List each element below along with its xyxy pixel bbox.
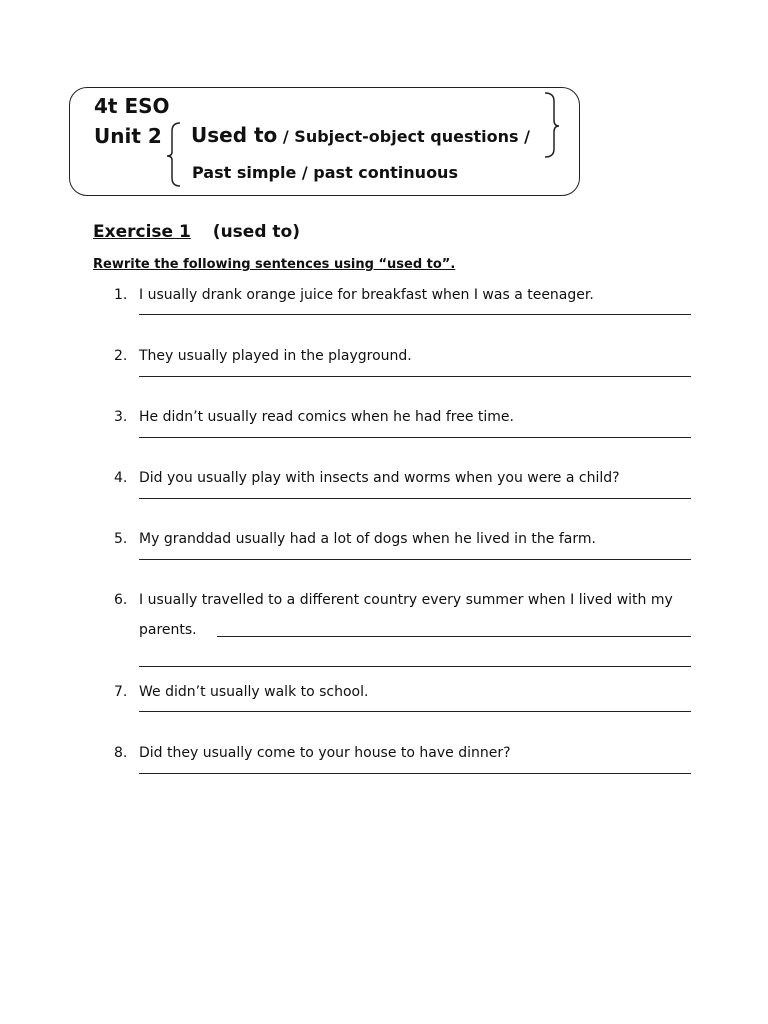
- item-number: 6.: [114, 592, 128, 608]
- item-number: 3.: [114, 409, 128, 425]
- topics-line-2: Past simple / past continuous: [192, 163, 458, 182]
- item-number: 2.: [114, 348, 128, 364]
- item-number: 7.: [114, 684, 128, 700]
- item-sentence-continuation: parents.: [139, 622, 197, 638]
- answer-line[interactable]: [139, 376, 691, 377]
- exercise-subtitle: (used to): [212, 222, 300, 242]
- answer-line[interactable]: [139, 559, 691, 560]
- answer-line[interactable]: [139, 773, 691, 774]
- right-brace: [545, 93, 559, 157]
- item-number: 8.: [114, 745, 128, 761]
- unit-label: Unit 2: [94, 124, 162, 148]
- answer-line[interactable]: [139, 711, 691, 712]
- topic-used-to: Used to: [191, 123, 278, 147]
- item-number: 5.: [114, 531, 128, 547]
- answer-line[interactable]: [217, 636, 691, 637]
- item-sentence: They usually played in the playground.: [139, 348, 412, 364]
- exercise-heading: [93, 222, 300, 242]
- exercise-title: Exercise 1: [93, 222, 191, 242]
- answer-line[interactable]: [139, 314, 691, 315]
- topics-line-1: [191, 123, 530, 147]
- item-number: 1.: [114, 287, 128, 303]
- item-sentence: I usually travelled to a different country every summer when I lived with my: [139, 592, 673, 608]
- item-sentence: Did they usually come to your house to have dinner?: [139, 745, 511, 761]
- item-sentence: He didn’t usually read comics when he had free time.: [139, 409, 514, 425]
- item-sentence: Did you usually play with insects and worms when you were a child?: [139, 470, 620, 486]
- exercise-instruction: Rewrite the following sentences using “used to”.: [93, 257, 456, 272]
- course-level: 4t ESO: [94, 94, 170, 118]
- item-sentence: My granddad usually had a lot of dogs when he lived in the farm.: [139, 531, 596, 547]
- item-sentence: I usually drank orange juice for breakfast when I was a teenager.: [139, 287, 594, 303]
- item-sentence: We didn’t usually walk to school.: [139, 684, 369, 700]
- answer-line[interactable]: [139, 498, 691, 499]
- answer-line[interactable]: [139, 666, 691, 667]
- topic-subject-object: / Subject-object questions /: [282, 127, 530, 146]
- answer-line[interactable]: [139, 437, 691, 438]
- item-number: 4.: [114, 470, 128, 486]
- left-brace: [167, 123, 180, 186]
